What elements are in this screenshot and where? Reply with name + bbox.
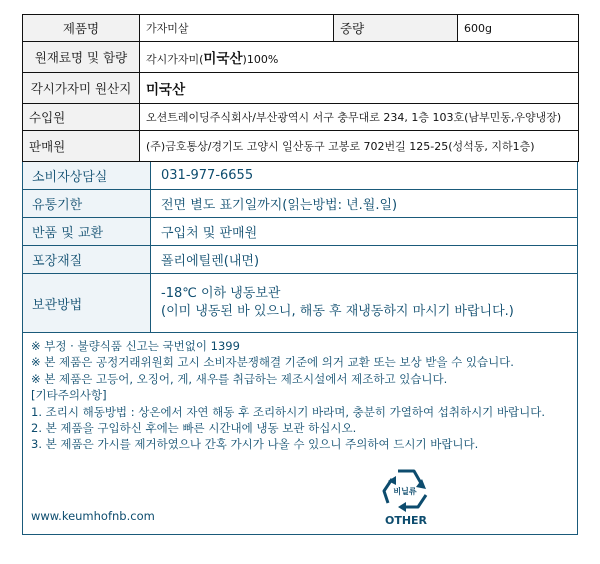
recycle-icon xyxy=(378,463,434,527)
packaging-value: 폴리에틸렌(내면) xyxy=(161,254,260,269)
packaging-label: 포장재질 xyxy=(23,246,151,273)
exchange-row xyxy=(23,218,577,246)
expiry-value: 전면 별도 표기일까지(읽는방법: 년.월.일) xyxy=(161,198,398,213)
food-label xyxy=(22,14,578,535)
product-name-label: 제품명 xyxy=(23,15,140,42)
consumer-info-box xyxy=(22,162,578,535)
origin-label: 각시가자미 원산지 xyxy=(23,73,140,104)
storage-line-1: -18℃ 이하 냉동보관 xyxy=(161,286,281,301)
exchange-label: 반품 및 교환 xyxy=(23,218,151,245)
product-name-value: 가자미살 xyxy=(140,15,334,42)
importer-value: 오션트레이딩주식회사/부산광역시 서구 충무대로 234, 1층 103호(남부민동,우양냉장) xyxy=(140,104,579,131)
consult-value: 031-977-6655 xyxy=(161,168,254,183)
note-line: ※ 부정 · 불량식품 신고는 국번없이 1399 xyxy=(31,339,240,353)
note-line: 3. 본 제품은 가시를 제거하였으나 간혹 가시가 나올 수 있으니 주의하여 드시기 바랍니다. xyxy=(31,437,479,452)
product-info-table xyxy=(22,14,579,162)
expiry-label: 유통기한 xyxy=(23,190,151,217)
recycle-bottom-text: OTHER xyxy=(384,514,428,527)
note-line: [기타주의사항] xyxy=(31,388,107,403)
storage-row xyxy=(23,274,577,333)
website-link[interactable]: www.keumhofnb.com xyxy=(31,508,155,523)
importer-label: 수입원 xyxy=(23,104,140,131)
consult-row xyxy=(23,162,577,190)
weight-label: 중량 xyxy=(334,15,458,42)
recycle-top-text: 비닐류 xyxy=(393,487,417,496)
notes-section xyxy=(23,333,577,534)
ingredients-value: 각시가자미(미국산)100% xyxy=(140,42,579,73)
note-line: 2. 본 제품을 구입하신 후에는 빠른 시간내에 냉동 보관 하십시오. xyxy=(31,421,357,436)
packaging-row xyxy=(23,246,577,274)
ingredients-label: 원재료명 및 함량 xyxy=(23,42,140,73)
note-line: ※ 본 제품은 공정거래위원회 고시 소비자분쟁해결 기준에 의거 교환 또는 보상 받을 수 있습니다. xyxy=(31,355,514,370)
note-line: 1. 조리시 해동방법 : 상온에서 자연 해동 후 조리하시기 바라며, 충분히 가열하여 섭취하시기 바랍니다. xyxy=(31,404,546,419)
seller-label: 판매원 xyxy=(23,131,140,162)
storage-line-2: (이미 냉동된 바 있으니, 해동 후 재냉동하지 마시기 바랍니다.) xyxy=(161,304,514,319)
origin-value: 미국산 xyxy=(140,73,579,104)
seller-value: (주)금호통상/경기도 고양시 일산동구 고봉로 702번길 125-25(성석동, 지하1층) xyxy=(140,131,579,162)
storage-value xyxy=(151,274,514,332)
weight-value: 600g xyxy=(458,15,579,42)
expiry-row xyxy=(23,190,577,218)
note-line: ※ 본 제품은 고등어, 오징어, 게, 새우를 취급하는 제조시설에서 제조하고 있습니다. xyxy=(31,371,448,386)
storage-label: 보관방법 xyxy=(23,274,151,332)
consult-label: 소비자상담실 xyxy=(23,162,151,189)
exchange-value: 구입처 및 판매원 xyxy=(161,226,258,241)
